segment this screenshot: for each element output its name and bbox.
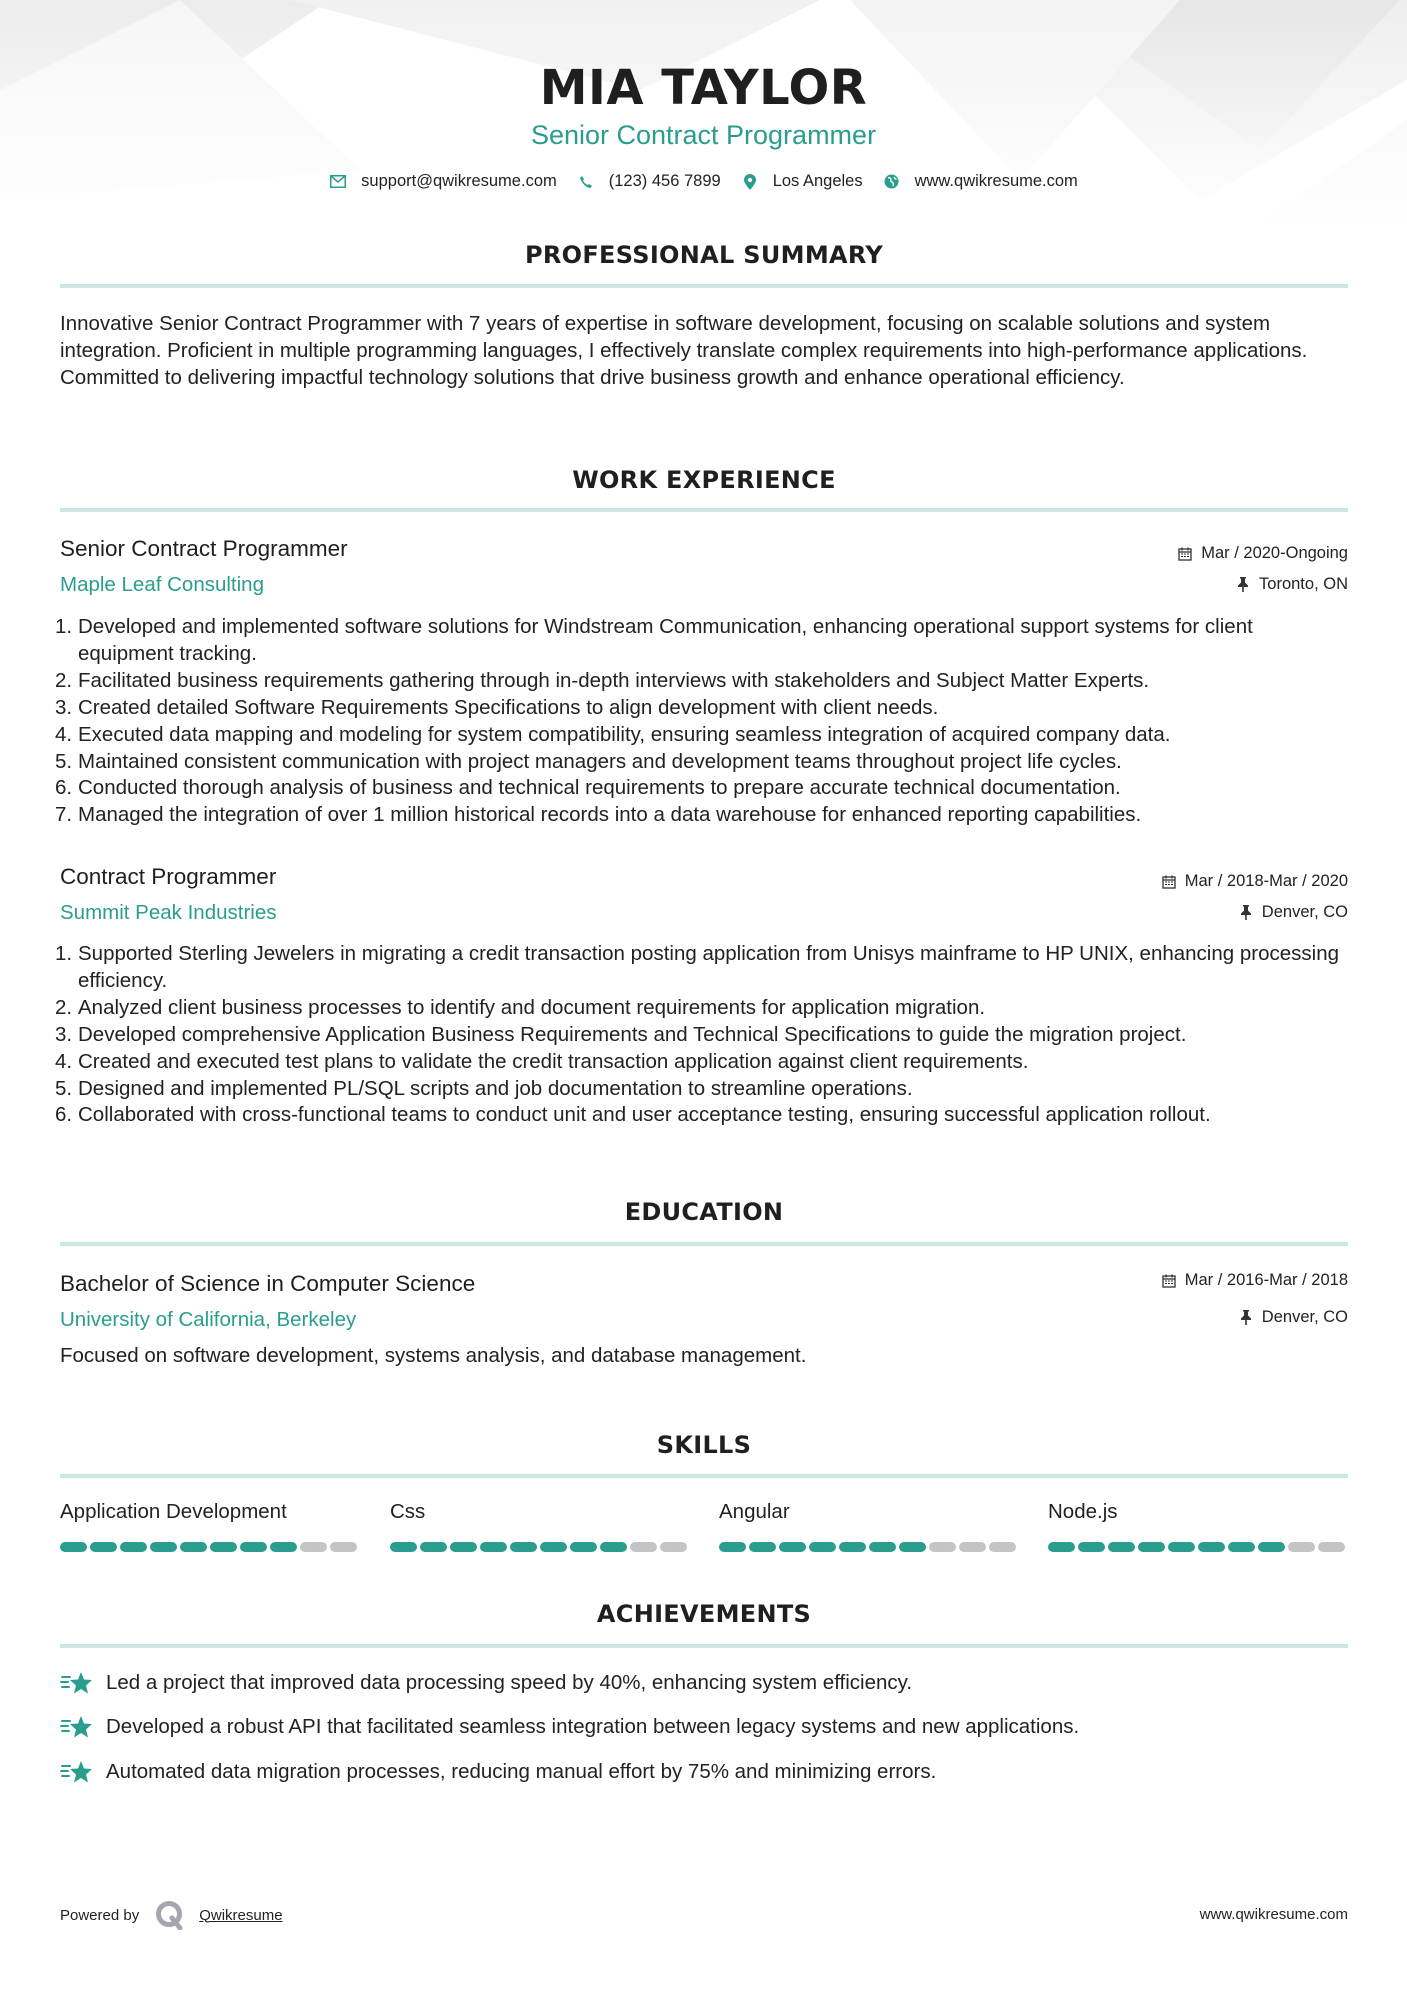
list-item: 1. Developed and implemented software solutions for Windstream Communication, enhancing operational support systems for client equipment tracking.	[55, 615, 1253, 665]
skill-segment-empty	[989, 1542, 1016, 1552]
contact-row	[0, 172, 1407, 191]
skill-segment-filled	[510, 1542, 537, 1552]
contact-website-text: www.qwikresume.com	[914, 172, 1078, 190]
skill-segment-filled	[480, 1542, 507, 1552]
skill-item	[60, 1500, 360, 1552]
skill-segment-filled	[600, 1542, 627, 1552]
section-heading-achievements: ACHIEVEMENTS	[596, 1600, 812, 1628]
map-pin-icon	[741, 173, 759, 191]
skill-segment-filled	[1198, 1542, 1225, 1552]
list-item: 7. Managed the integration of over 1 million historical records into a data warehouse for enhanced reporting capabilities.	[55, 803, 1142, 827]
section-divider	[60, 1474, 1348, 1478]
job-bullets	[55, 941, 1352, 1129]
pushpin-icon	[1238, 905, 1254, 921]
section-heading-summary: PROFESSIONAL SUMMARY	[524, 241, 884, 269]
footer-website[interactable]: www.qwikresume.com	[1199, 1906, 1348, 1923]
skill-segment-empty	[929, 1542, 956, 1552]
job-title: Senior Contract Programmer	[60, 536, 348, 561]
skill-segment-filled	[1258, 1542, 1285, 1552]
skill-segment-filled	[1108, 1542, 1135, 1552]
job-location: Toronto, ON	[1235, 575, 1348, 594]
skill-segment-filled	[120, 1542, 147, 1552]
summary-text: Innovative Senior Contract Programmer with 7 years of expertise in software development, focusing on scalable solutions and system integration. Proficient in multiple programming languages, I effectively translate complex requirements into high-performance applications. Committed to delivering impactful technology solutions that drive business growth and enhance operational efficiency.	[60, 312, 1308, 389]
skill-segment-filled	[1138, 1542, 1165, 1552]
calendar-icon	[1161, 874, 1177, 890]
phone-icon	[577, 173, 595, 191]
contact-phone[interactable]	[577, 172, 721, 191]
skill-item	[719, 1500, 1019, 1552]
list-item: 3. Developed comprehensive Application Business Requirements and Technical Specifications to guide the migration project.	[55, 1022, 1187, 1046]
skill-segment-empty	[1288, 1542, 1315, 1552]
achievement-item: Automated data migration processes, reducing manual effort by 75% and minimizing errors.	[60, 1759, 936, 1785]
section-heading-education: EDUCATION	[624, 1198, 784, 1226]
qwikresume-logo-icon	[155, 1900, 185, 1930]
candidate-title: Senior Contract Programmer	[530, 120, 877, 150]
job-bullets	[55, 614, 1352, 829]
list-item: 5. Designed and implemented PL/SQL scripts and job documentation to streamline operations.	[55, 1076, 913, 1100]
calendar-icon	[1177, 546, 1193, 562]
contact-location	[741, 172, 863, 191]
contact-phone-text: (123) 456 7899	[608, 172, 721, 190]
skill-segment-filled	[719, 1542, 746, 1552]
contact-email[interactable]	[329, 172, 557, 191]
list-item: 6. Collaborated with cross-functional teams to conduct unit and user acceptance testing, ensuring successful application rollout.	[55, 1103, 1211, 1127]
skill-segment-filled	[839, 1542, 866, 1552]
skill-segment-filled	[240, 1542, 267, 1552]
skill-segment-empty	[630, 1542, 657, 1552]
section-divider	[60, 508, 1348, 512]
achievement-item: Developed a robust API that facilitated seamless integration between legacy systems and new applications.	[60, 1714, 1079, 1740]
footer-powered-by: Powered by Qwikresume	[60, 1900, 283, 1930]
section-heading-experience: WORK EXPERIENCE	[572, 466, 836, 494]
skill-segment-empty	[660, 1542, 687, 1552]
skill-name: Node.js	[1048, 1500, 1118, 1523]
list-item: 1. Supported Sterling Jewelers in migrating a credit transaction posting application from Unisys mainframe to HP UNIX, enhancing processing efficiency.	[55, 942, 1339, 992]
skill-level-bar	[390, 1542, 690, 1552]
skill-name: Angular	[719, 1500, 790, 1523]
skill-segment-empty	[959, 1542, 986, 1552]
skill-segment-filled	[899, 1542, 926, 1552]
calendar-icon	[1161, 1273, 1177, 1289]
list-item: 5. Maintained consistent communication with project managers and development teams throughout project life cycles.	[55, 749, 1122, 773]
list-item: 4. Created and executed test plans to validate the credit transaction application against client requirements.	[55, 1049, 1029, 1073]
envelope-icon	[329, 173, 347, 191]
qwikresume-link[interactable]: Qwikresume	[199, 1906, 283, 1924]
skill-segment-filled	[1228, 1542, 1255, 1552]
skill-segment-filled	[90, 1542, 117, 1552]
degree-title: Bachelor of Science in Computer Science	[60, 1271, 476, 1296]
skill-segment-filled	[450, 1542, 477, 1552]
skill-item	[390, 1500, 690, 1552]
achievement-item: Led a project that improved data processing speed by 40%, enhancing system efficiency.	[60, 1670, 912, 1696]
list-item: 2. Analyzed client business processes to identify and document requirements for application migration.	[55, 995, 986, 1019]
star-icon	[60, 1759, 94, 1785]
skill-segment-filled	[420, 1542, 447, 1552]
pushpin-icon	[1235, 577, 1251, 593]
skill-name: Css	[390, 1500, 426, 1523]
skill-segment-empty	[300, 1542, 327, 1552]
list-item: 3. Created detailed Software Requirements Specifications to align development with client needs.	[55, 695, 939, 719]
section-divider	[60, 284, 1348, 288]
company-name: Summit Peak Industries	[60, 901, 277, 924]
skill-segment-filled	[779, 1542, 806, 1552]
skill-name: Application Development	[60, 1500, 287, 1523]
section-divider	[60, 1242, 1348, 1246]
job-title: Contract Programmer	[60, 864, 277, 889]
candidate-name: MIA TAYLOR	[539, 60, 868, 116]
job-dates: Mar / 2020-Ongoing	[1177, 544, 1348, 563]
star-icon	[60, 1670, 94, 1696]
section-divider	[60, 1644, 1348, 1648]
skill-segment-filled	[1168, 1542, 1195, 1552]
skill-segment-empty	[330, 1542, 357, 1552]
list-item: 4. Executed data mapping and modeling for system compatibility, ensuring seamless integration of acquired company data.	[55, 722, 1171, 746]
education-dates: Mar / 2016-Mar / 2018	[1161, 1271, 1348, 1290]
skill-segment-filled	[60, 1542, 87, 1552]
skill-segment-filled	[390, 1542, 417, 1552]
contact-location-text: Los Angeles	[772, 172, 863, 190]
list-item: 6. Conducted thorough analysis of business and technical requirements to prepare accurate technical documentation.	[55, 776, 1121, 800]
skill-segment-filled	[1078, 1542, 1105, 1552]
skill-item	[1048, 1500, 1348, 1552]
skill-segment-filled	[809, 1542, 836, 1552]
star-icon	[60, 1714, 94, 1740]
school-name: University of California, Berkeley	[60, 1308, 357, 1331]
skill-segment-filled	[210, 1542, 237, 1552]
skill-level-bar	[1048, 1542, 1348, 1552]
skill-segment-filled	[749, 1542, 776, 1552]
skill-level-bar	[60, 1542, 360, 1552]
contact-email-text: support@qwikresume.com	[361, 172, 557, 190]
skill-segment-empty	[1318, 1542, 1345, 1552]
section-heading-skills: SKILLS	[656, 1431, 752, 1459]
education-description: Focused on software development, systems analysis, and database management.	[60, 1344, 807, 1367]
job-dates: Mar / 2018-Mar / 2020	[1161, 872, 1348, 891]
pushpin-icon	[1238, 1310, 1254, 1326]
skill-segment-filled	[150, 1542, 177, 1552]
skill-level-bar	[719, 1542, 1019, 1552]
job-location: Denver, CO	[1238, 903, 1348, 922]
list-item: 2. Facilitated business requirements gathering through in-depth interviews with stakeholders and Subject Matter Experts.	[55, 668, 1150, 692]
skill-segment-filled	[270, 1542, 297, 1552]
skill-segment-filled	[869, 1542, 896, 1552]
skill-segment-filled	[570, 1542, 597, 1552]
skill-segment-filled	[540, 1542, 567, 1552]
contact-website[interactable]	[883, 172, 1078, 191]
skill-segment-filled	[1048, 1542, 1075, 1552]
skill-segment-filled	[180, 1542, 207, 1552]
company-name: Maple Leaf Consulting	[60, 573, 264, 596]
globe-icon	[883, 173, 901, 191]
education-location: Denver, CO	[1238, 1308, 1348, 1327]
